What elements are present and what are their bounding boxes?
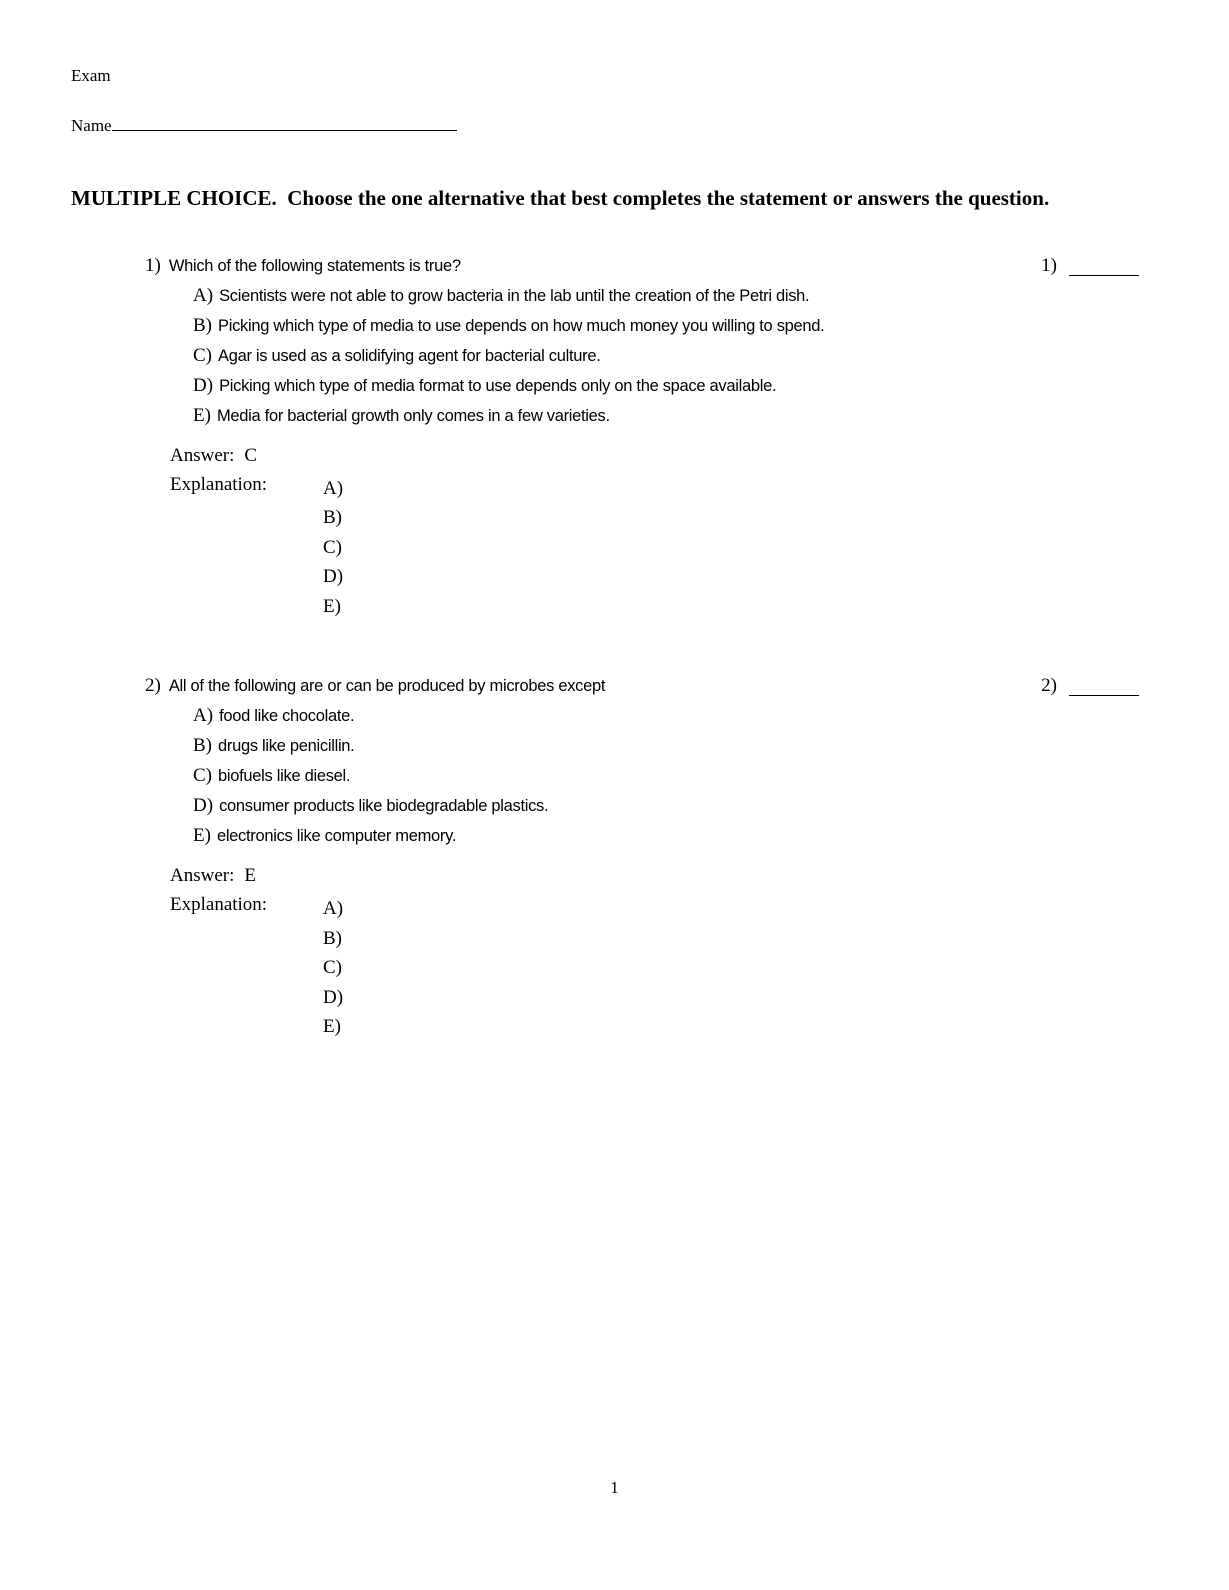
explanation-letter-c: C) bbox=[323, 957, 342, 979]
question-2-choices bbox=[193, 701, 1139, 851]
question-ref-number: 1) bbox=[1041, 254, 1057, 276]
explanation-row bbox=[170, 474, 1139, 622]
explanation-letter-d: D) bbox=[323, 986, 344, 1008]
question-number: 1) bbox=[145, 254, 161, 276]
choice-text: Agar is used as a solidifying agent for bacterial culture. bbox=[218, 346, 601, 365]
explanation-letter-e: E) bbox=[323, 595, 341, 617]
answer-row bbox=[170, 445, 1139, 467]
explanation-letter-e: E) bbox=[323, 1016, 341, 1038]
explanation-letter-c: C) bbox=[323, 536, 342, 558]
choice-d bbox=[193, 371, 1139, 401]
choice-letter: A) bbox=[193, 284, 214, 306]
explanation-row bbox=[170, 894, 1139, 1042]
question-1-answer-slot bbox=[1041, 255, 1139, 277]
explanation-label: Explanation: bbox=[170, 894, 268, 916]
question-text: Which of the following statements is true? bbox=[168, 256, 461, 275]
choice-d bbox=[193, 791, 1139, 821]
choice-letter: E) bbox=[193, 404, 211, 426]
choice-text: electronics like computer memory. bbox=[216, 827, 457, 846]
question-2-answer-slot bbox=[1041, 675, 1139, 697]
answer-value: E bbox=[244, 865, 256, 887]
choice-letter: A) bbox=[193, 705, 214, 727]
choice-c bbox=[193, 761, 1139, 791]
question-number: 2) bbox=[145, 675, 161, 697]
choice-text: drugs like penicillin. bbox=[218, 737, 355, 756]
answer-label: Answer: bbox=[170, 444, 235, 466]
choice-text: food like chocolate. bbox=[219, 707, 355, 726]
explanation-letter-a: A) bbox=[323, 898, 344, 920]
choice-letter: B) bbox=[193, 735, 212, 757]
answer-blank-line bbox=[1069, 684, 1139, 696]
answer-blank-line bbox=[1069, 264, 1139, 276]
choice-letter: B) bbox=[193, 314, 212, 336]
explanation-letters bbox=[323, 894, 343, 1042]
choice-text: Media for bacterial growth only comes in a few varieties. bbox=[216, 406, 610, 425]
question-1-row bbox=[145, 255, 1139, 277]
choice-text: consumer products like biodegradable plastics. bbox=[219, 797, 549, 816]
choice-a bbox=[193, 701, 1139, 731]
question-2-row bbox=[145, 675, 1139, 697]
choice-e bbox=[193, 821, 1139, 851]
section-heading: MULTIPLE CHOICE. Choose the one alternative that best completes the statement or answers the question. bbox=[71, 186, 1050, 210]
question-2-main bbox=[145, 675, 605, 697]
answer-value: C bbox=[244, 444, 258, 466]
answer-row bbox=[170, 865, 1139, 887]
explanation-letter-d: D) bbox=[323, 566, 344, 588]
name-row bbox=[71, 116, 1139, 136]
question-text: All of the following are or can be produced by microbes except bbox=[168, 677, 606, 696]
choice-letter: D) bbox=[193, 374, 214, 396]
choice-b bbox=[193, 731, 1139, 761]
choice-text: Scientists were not able to grow bacteria in the lab until the creation of the Petri dish. bbox=[219, 286, 810, 305]
explanation-letter-b: B) bbox=[323, 507, 342, 529]
choice-text: biofuels like diesel. bbox=[218, 767, 351, 786]
name-blank-line bbox=[112, 117, 457, 131]
exam-title: Exam bbox=[71, 66, 111, 85]
choice-text: Picking which type of media format to use depends only on the space available. bbox=[219, 376, 777, 395]
answer-label: Answer: bbox=[170, 865, 235, 887]
explanation-letters bbox=[323, 474, 343, 622]
name-label: Name bbox=[71, 116, 112, 135]
explanation-label: Explanation: bbox=[170, 473, 268, 495]
question-ref-number: 2) bbox=[1041, 675, 1057, 697]
question-2 bbox=[145, 675, 1139, 1042]
choice-letter: C) bbox=[193, 344, 212, 366]
choice-letter: D) bbox=[193, 795, 214, 817]
choice-e bbox=[193, 401, 1139, 431]
question-1 bbox=[145, 255, 1139, 622]
choice-b bbox=[193, 311, 1139, 341]
choice-a bbox=[193, 281, 1139, 311]
question-1-choices bbox=[193, 281, 1139, 431]
choice-letter: C) bbox=[193, 765, 212, 787]
explanation-letter-b: B) bbox=[323, 927, 342, 949]
choice-letter: E) bbox=[193, 825, 211, 847]
question-1-main bbox=[145, 255, 461, 277]
explanation-letter-a: A) bbox=[323, 477, 344, 499]
choice-text: Picking which type of media to use depends on how much money you willing to spend. bbox=[218, 316, 825, 335]
page-number: 1 bbox=[610, 1478, 619, 1497]
choice-c bbox=[193, 341, 1139, 371]
